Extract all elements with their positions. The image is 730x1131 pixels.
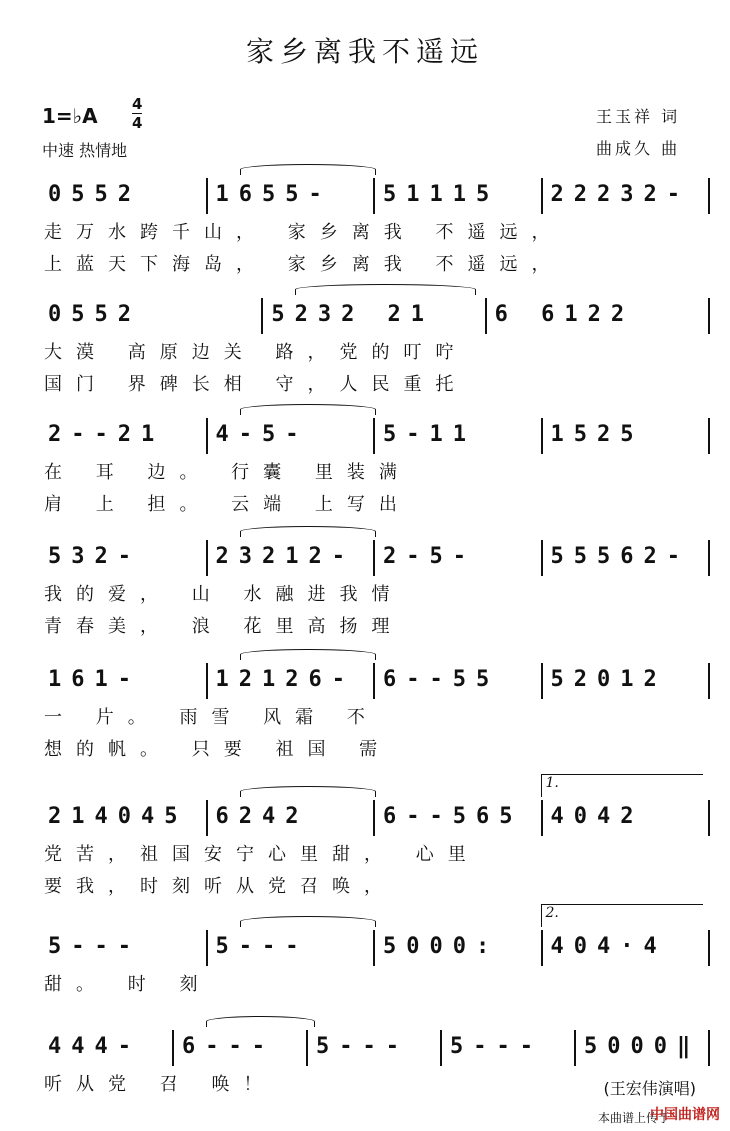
barline	[206, 800, 208, 836]
slur	[240, 404, 376, 415]
barline	[373, 663, 375, 699]
measure: 5---	[48, 934, 141, 959]
barline	[708, 178, 710, 214]
upload-note: 本曲谱上传于	[597, 1111, 670, 1125]
lyric-line: 党苦，祖国安宁心里甜， 心里	[44, 844, 480, 865]
notation-system	[0, 775, 730, 897]
lyric-line: 听从党 召 唤！	[44, 1074, 276, 1095]
slur	[240, 786, 376, 797]
key-signature: 1=♭A	[42, 104, 98, 128]
barline	[206, 663, 208, 699]
lyric-line: 国门 界碑长相 守，人民重托	[44, 374, 468, 395]
barline	[708, 540, 710, 576]
notation-system	[0, 418, 730, 515]
volta-bracket: 2.	[541, 904, 704, 927]
barline	[373, 418, 375, 454]
lyric-line: 要我，时刻听从党召唤，	[44, 876, 396, 897]
barline	[541, 663, 543, 699]
measure: 52012	[550, 667, 667, 692]
barline	[708, 800, 710, 836]
barline	[206, 418, 208, 454]
measure: 5000‖	[584, 1034, 701, 1059]
barline	[373, 800, 375, 836]
measure: 6---	[182, 1034, 275, 1059]
barline	[708, 930, 710, 966]
notation-system	[0, 298, 730, 395]
measure: 2--21	[48, 422, 165, 447]
lyric-line: 甜。 时 刻	[44, 974, 212, 995]
lyric-line: 上蓝天下海岛， 家乡离我 不遥远，	[44, 254, 564, 275]
measure: 23212-	[215, 544, 355, 569]
barline	[708, 418, 710, 454]
measure: 0552	[48, 302, 141, 327]
measure: 6--55	[383, 667, 500, 692]
meter-top: 4	[132, 95, 143, 113]
measure: 1655-	[215, 182, 332, 207]
barline	[373, 540, 375, 576]
barline	[172, 1030, 174, 1066]
slur	[206, 1016, 315, 1027]
measure: 0552	[48, 182, 141, 207]
measure: 2-5-	[383, 544, 476, 569]
barline	[541, 800, 543, 836]
measure: 214045	[48, 804, 188, 829]
barline	[708, 1030, 710, 1066]
lyric-line: 在 耳 边。 行囊 里装满	[44, 462, 411, 483]
slur	[240, 916, 376, 927]
measure: 6--565	[383, 804, 523, 829]
measure: 404·4	[550, 934, 667, 959]
notation-system	[0, 540, 730, 637]
measure: 5---	[450, 1034, 543, 1059]
measure: 444-	[48, 1034, 141, 1059]
singer-credit: (王宏伟演唱)	[603, 1079, 696, 1098]
measure: 161-	[48, 667, 141, 692]
slur	[240, 164, 376, 175]
lyric-line: 大漠 高原边关 路，党的叮咛	[44, 342, 468, 363]
song-title: 家乡离我不遥远	[245, 35, 484, 68]
barline	[485, 298, 487, 334]
measure: 4-5-	[215, 422, 309, 447]
composer-credit: 曲成久 曲	[596, 139, 681, 158]
notation-system	[0, 178, 730, 275]
barline	[440, 1030, 442, 1066]
volta-bracket: 1.	[541, 774, 704, 797]
measure: 51115	[383, 182, 500, 207]
measure: 5---	[316, 1034, 409, 1059]
barline	[541, 540, 543, 576]
measure: 5232 21	[271, 302, 435, 327]
time-signature	[132, 96, 142, 131]
barline	[373, 930, 375, 966]
measure: 532-	[48, 544, 141, 569]
meter-bottom: 4	[132, 114, 143, 132]
barline	[206, 540, 208, 576]
barline	[541, 178, 543, 214]
lyric-line: 我的爱， 山 水融进我情	[44, 584, 404, 605]
barline	[708, 663, 710, 699]
measure: 12126-	[215, 667, 355, 692]
barline	[206, 178, 208, 214]
measure: 55562-	[550, 544, 690, 569]
lyric-line: 走万水跨千山， 家乡离我 不遥远，	[44, 222, 564, 243]
measure: 5---	[215, 934, 309, 959]
barline	[574, 1030, 576, 1066]
lyric-line: 想的帆。 只要 祖国 需	[44, 739, 392, 760]
site-logo: 中国曲谱网	[650, 1107, 720, 1123]
notation-system	[0, 663, 730, 760]
barline	[708, 298, 710, 334]
barline	[261, 298, 263, 334]
slur	[240, 526, 376, 537]
lyric-line: 一 片。 雨雪 风霜 不	[44, 707, 379, 728]
measure: 6 6122	[494, 302, 635, 327]
measure: 22232-	[550, 182, 690, 207]
measure: 5000:	[383, 934, 500, 959]
barline	[373, 178, 375, 214]
barline	[541, 418, 543, 454]
lyric-line: 肩 上 担。 云端 上写出	[44, 494, 411, 515]
barline	[206, 930, 208, 966]
barline	[306, 1030, 308, 1066]
measure: 1525	[550, 422, 644, 447]
notation-system	[0, 905, 730, 995]
measure: 5-11	[383, 422, 476, 447]
slur	[240, 649, 376, 660]
slur	[295, 284, 476, 295]
measure: 6242	[215, 804, 309, 829]
lyric-line: 青春美， 浪 花里高扬理	[44, 616, 404, 637]
barline	[541, 930, 543, 966]
lyricist-credit: 王玉祥 词	[596, 107, 681, 126]
tempo-marking: 中速 热情地	[42, 141, 128, 160]
measure: 4042	[550, 804, 644, 829]
